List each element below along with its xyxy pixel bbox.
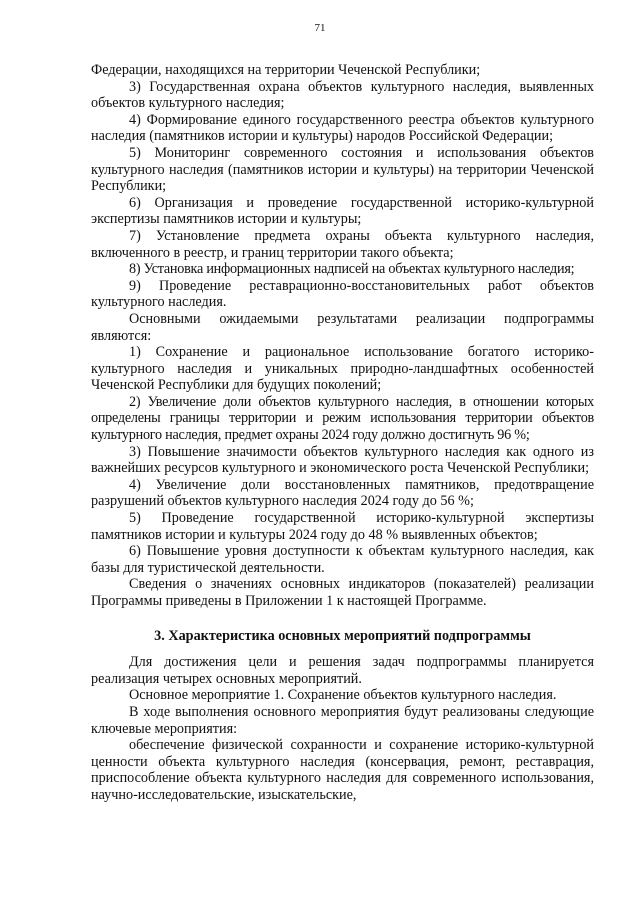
paragraph: Федерации, находящихся на территории Чеченской Республики; <box>91 62 481 78</box>
paragraph: 4) Формирование единого государственного реестра объектов культурного наследия (памятников истории и культуры) народов Российской Федерации; <box>91 111 594 145</box>
page-number: 71 <box>314 22 326 34</box>
paragraph: В ходе выполнения основного мероприятия будут реализованы следующие ключевые мероприятия: <box>91 703 594 737</box>
paragraph: 5) Мониторинг современного состояния и использования объектов культурного наследия (памятников истории и культуры) на территории Чеченской Республики; <box>91 144 594 195</box>
paragraph: Основное мероприятие 1. Сохранение объектов культурного наследия. <box>129 687 557 704</box>
paragraphs-after <box>91 654 594 803</box>
paragraph: обеспечение физической сохранности и сохранение историко-культурной ценности объекта культурного наследия (консервация, ремонт, реставрация, приспособление объекта культурного наследия для современного использования, научно-исследовательские, изыскательские, <box>91 737 594 803</box>
paragraph: 7) Установление предмета охраны объекта культурного наследия, включенного в реестр, и границ территории такого объекта; <box>91 227 594 261</box>
section-title: 3. Характеристика основных мероприятий подпрограммы <box>154 627 531 644</box>
paragraph: Для достижения цели и решения задач подпрограммы планируется реализация четырех основных мероприятий. <box>91 654 594 687</box>
paragraph: 1) Сохранение и рациональное использование богатого историко-культурного наследия и уникальных природно-ландшафтных особенностей Чеченской Республики для будущих поколений; <box>91 344 594 394</box>
paragraph: 6) Организация и проведение государственной историко-культурной экспертизы памятников истории и культуры; <box>91 194 594 228</box>
paragraph: 6) Повышение уровня доступности к объектам культурного наследия, как базы для туристической деятельности. <box>91 543 594 576</box>
paragraph: 3) Повышение значимости объектов культурного наследия как одного из важнейших ресурсов культурного и экономического роста Чеченской Республики; <box>91 443 594 477</box>
paragraph: 3) Государственная охрана объектов культурного наследия, выявленных объектов культурного наследия; <box>91 78 594 112</box>
paragraph: Основными ожидаемыми результатами реализации подпрограммы являются: <box>91 310 594 344</box>
paragraph: 4) Увеличение доли восстановленных памятников, предотвращение разрушений объектов культурного наследия 2024 году до 56 %; <box>91 476 594 510</box>
paragraph: 5) Проведение государственной историко-культурной экспертизы памятников истории и культуры 2024 году до 48 % выявленных объектов; <box>91 510 594 543</box>
document-body <box>91 62 594 804</box>
paragraph: 2) Увеличение доли объектов культурного наследия, в отношении которых определены границы территории и режим использования территории объектов культурного наследия, предмет охраны 2024 году должно достигнуть 96 %; <box>91 393 594 444</box>
paragraph: 8) Установка информационных надписей на объектах культурного наследия; <box>129 261 575 278</box>
paragraph: Сведения о значениях основных индикаторов (показателей) реализации Программы приведены в Приложении 1 к настоящей Программе. <box>91 576 594 609</box>
paragraph: 9) Проведение реставрационно-восстановительных работ объектов культурного наследия. <box>91 277 594 311</box>
paragraphs-before <box>91 62 594 610</box>
